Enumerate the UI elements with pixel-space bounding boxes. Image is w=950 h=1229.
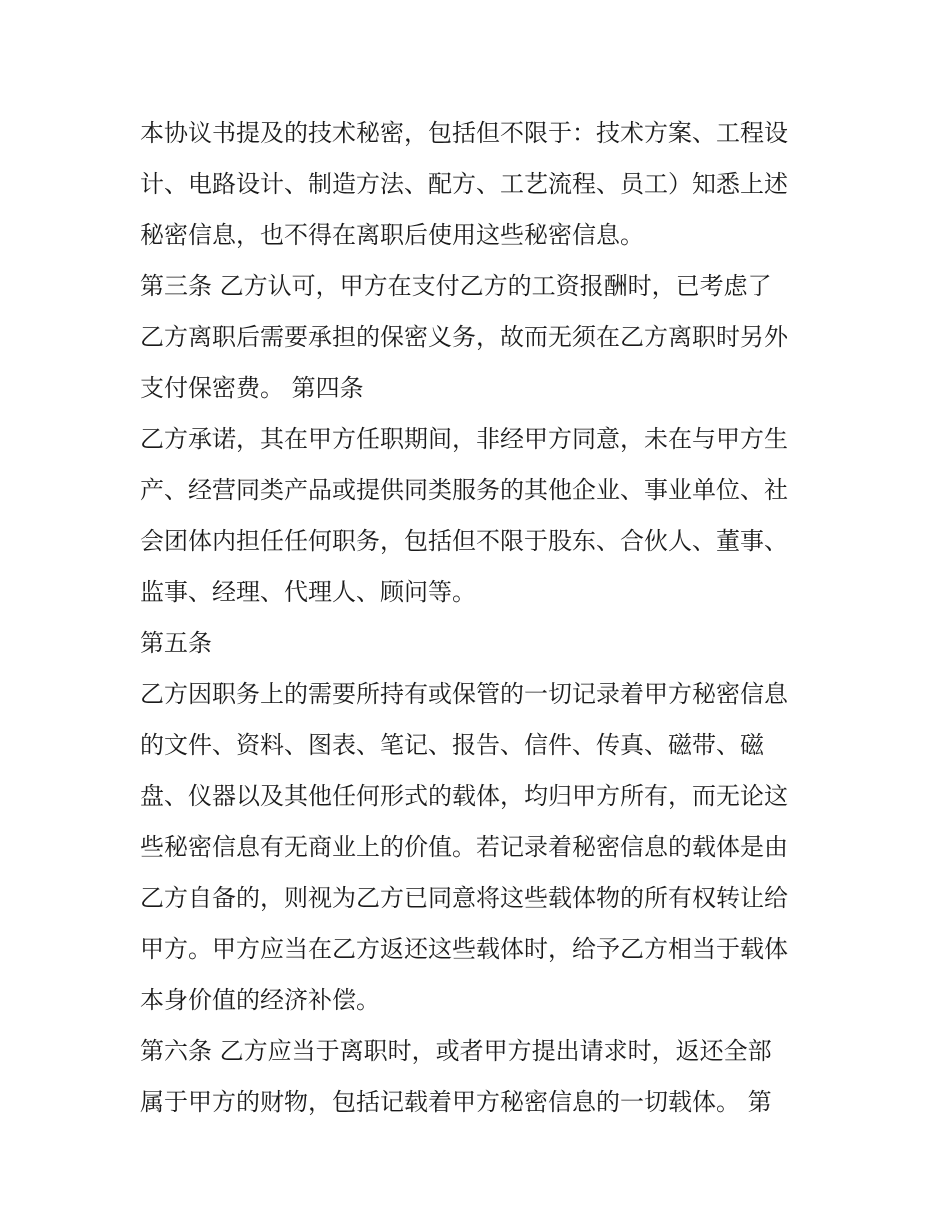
- text-line: 产、经营同类产品或提供同类服务的其他企业、事业单位、社: [140, 476, 788, 504]
- text-line: 的文件、资料、图表、笔记、报告、信件、传真、磁带、磁: [140, 731, 764, 759]
- text-line: 第三条 乙方认可，甲方在支付乙方的工资报酬时，已考虑了: [140, 272, 772, 300]
- text-line: 支付保密费。 第四条: [140, 374, 364, 402]
- text-line: 乙方因职务上的需要所持有或保管的一切记录着甲方秘密信息: [140, 680, 788, 708]
- text-line: 乙方承诺，其在甲方任职期间，非经甲方同意，未在与甲方生: [140, 425, 788, 453]
- text-line: 甲方。甲方应当在乙方返还这些载体时，给予乙方相当于载体: [140, 935, 788, 963]
- text-line: 计、电路设计、制造方法、配方、工艺流程、员工）知悉上述: [140, 170, 788, 198]
- document-body: [140, 108, 830, 1128]
- text-line: 些秘密信息有无商业上的价值。若记录着秘密信息的载体是由: [140, 833, 788, 861]
- text-line: 监事、经理、代理人、顾问等。: [140, 578, 476, 606]
- text-line: 会团体内担任任何职务，包括但不限于股东、合伙人、董事、: [140, 527, 788, 555]
- section-heading: 第五条: [140, 629, 212, 657]
- text-line: 秘密信息，也不得在离职后使用这些秘密信息。: [140, 221, 644, 249]
- text-line: 乙方离职后需要承担的保密义务，故而无须在乙方离职时另外: [140, 323, 788, 351]
- text-line: 本协议书提及的技术秘密，包括但不限于：技术方案、工程设: [140, 119, 788, 147]
- text-line: 盘、仪器以及其他任何形式的载体，均归甲方所有，而无论这: [140, 782, 788, 810]
- text-line: 本身价值的经济补偿。: [140, 986, 380, 1014]
- text-line: 属于甲方的财物，包括记载着甲方秘密信息的一切载体。 第: [140, 1088, 772, 1116]
- text-line: 第六条 乙方应当于离职时，或者甲方提出请求时，返还全部: [140, 1037, 772, 1065]
- text-line: 乙方自备的，则视为乙方已同意将这些载体物的所有权转让给: [140, 884, 788, 912]
